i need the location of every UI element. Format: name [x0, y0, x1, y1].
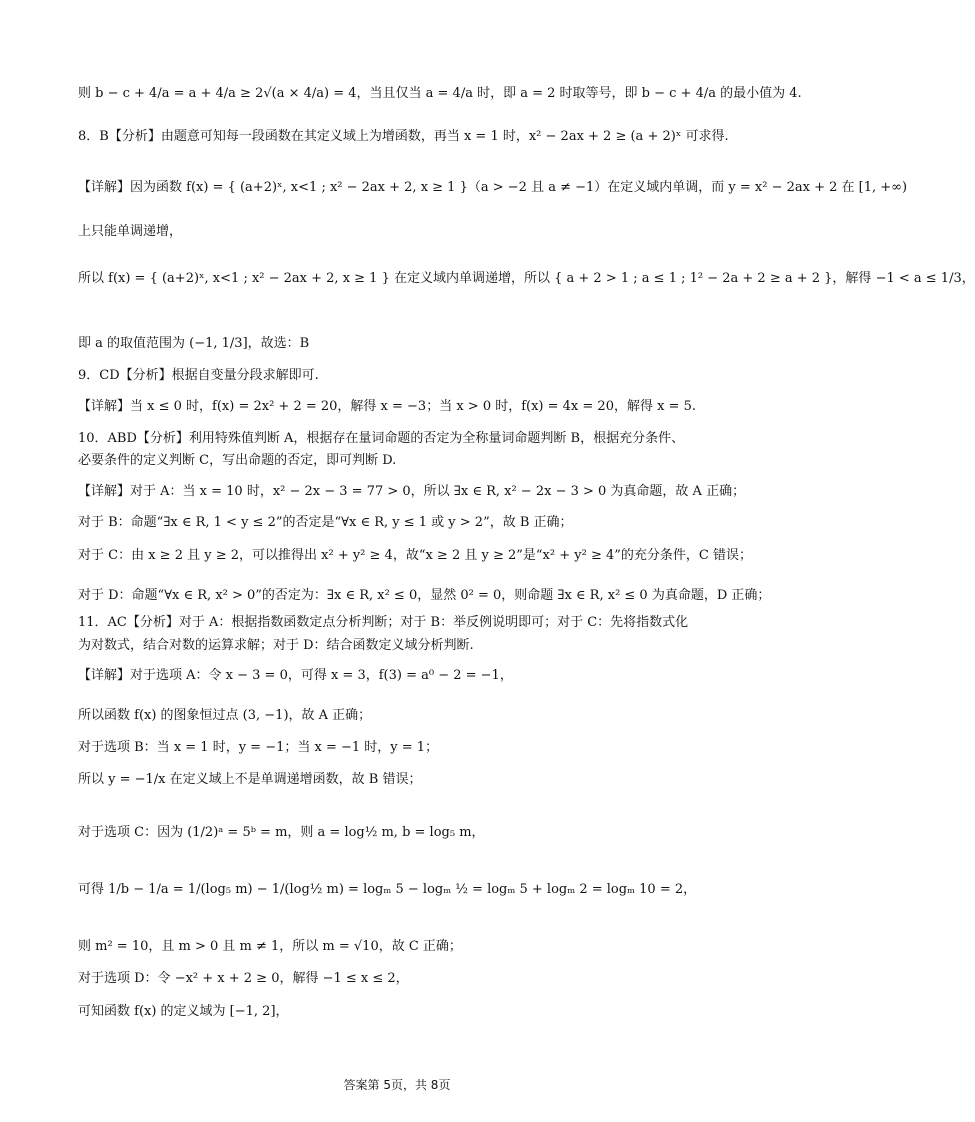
answer-line: 对于 D：命题“∀x ∈ R, x² > 0”的否定为：∃x ∈ R, x² ≤ 0，显然 0² = 0，则命题 ∃x ∈ R, x² ≤ 0 为真命题，D 正确；: [78, 588, 771, 603]
answer-line: 所以函数 f(x) 的图象恒过点 (3, −1)，故 A 正确；: [78, 708, 372, 723]
answer-line: 必要条件的定义判断 C，写出命题的否定，即可判断 D.: [78, 453, 397, 468]
answer-line: 【详解】对于 A：当 x = 10 时，x² − 2x − 3 = 77 > 0，所以 ∃x ∈ R, x² − 2x − 3 > 0 为真命题，故 A 正确；: [78, 484, 746, 499]
page-footer: 答案第 5页，共 8页: [343, 1078, 451, 1092]
answer-line: 9．CD【分析】根据自变量分段求解即可.: [78, 368, 319, 383]
answer-line: 对于 B：命题“∃x ∈ R, 1 < y ≤ 2”的否定是“∀x ∈ R, y ≤ 1 或 y > 2”，故 B 正确；: [78, 515, 573, 530]
answer-line: 所以 f(x) = { (a+2)ˣ, x<1 ; x² − 2ax + 2, x ≥ 1 } 在定义域内单调递增，所以 { a + 2 > 1 ; a ≤ 1 ; 1² − 2a + 2 ≥ a + 2 }，解得 −1 < a ≤ 1/3，: [78, 271, 975, 286]
answer-line: 所以 y = −1/x 在定义域上不是单调递增函数，故 B 错误；: [78, 772, 422, 787]
answer-line: 可得 1/b − 1/a = 1/(log₅ m) − 1/(log½ m) = logₘ 5 − logₘ ½ = logₘ 5 + logₘ 2 = logₘ 10 = 2，: [78, 882, 697, 897]
answer-line: 10．ABD【分析】利用特殊值判断 A，根据存在量词命题的否定为全称量词命题判断 B，根据充分条件、: [78, 431, 685, 446]
answer-line: 为对数式，结合对数的运算求解；对于 D：结合函数定义域分析判断.: [78, 638, 474, 653]
answer-line: 对于 C：由 x ≥ 2 且 y ≥ 2，可以推得出 x² + y² ≥ 4，故“x ≥ 2 且 y ≥ 2”是“x² + y² ≥ 4”的充分条件，C 错误；: [78, 548, 752, 563]
answer-line: 【详解】因为函数 f(x) = { (a+2)ˣ, x<1 ; x² − 2ax + 2, x ≥ 1 }（a > −2 且 a ≠ −1）在定义域内单调，而 y = x² − 2ax + 2 在 [1, +∞): [78, 180, 908, 195]
answer-line: 对于选项 D：令 −x² + x + 2 ≥ 0，解得 −1 ≤ x ≤ 2，: [78, 971, 409, 986]
answer-line: 对于选项 B：当 x = 1 时，y = −1；当 x = −1 时，y = 1；: [78, 740, 439, 755]
answer-line: 【详解】对于选项 A：令 x − 3 = 0，可得 x = 3，f(3) = a⁰ − 2 = −1，: [78, 668, 513, 683]
answer-line: 11．AC【分析】对于 A：根据指数函数定点分析判断；对于 B：举反例说明即可；对于 C：先将指数式化: [78, 615, 689, 630]
answer-line: 可知函数 f(x) 的定义域为 [−1, 2]，: [78, 1004, 289, 1019]
answer-line: 对于选项 C：因为 (1/2)ᵃ = 5ᵇ = m，则 a = log½ m, b = log₅ m，: [78, 825, 485, 840]
answer-line: 则 b − c + 4/a = a + 4/a ≥ 2√(a × 4/a) = 4，当且仅当 a = 4/a 时，即 a = 2 时取等号，即 b − c + 4/a 的最小值为 4.: [78, 86, 802, 101]
answer-line: 上只能单调递增，: [78, 224, 183, 239]
answer-line: 则 m² = 10，且 m > 0 且 m ≠ 1，所以 m = √10，故 C 正确；: [78, 939, 462, 954]
answer-line: 即 a 的取值范围为 (−1, 1/3]，故选：B: [78, 336, 310, 351]
answer-line: 8．B【分析】由题意可知每一段函数在其定义域上为增函数，再当 x = 1 时，x² − 2ax + 2 ≥ (a + 2)ˣ 可求得.: [78, 129, 729, 144]
answer-line: 【详解】当 x ≤ 0 时，f(x) = 2x² + 2 = 20，解得 x = −3；当 x > 0 时，f(x) = 4x = 20，解得 x = 5.: [78, 399, 696, 414]
